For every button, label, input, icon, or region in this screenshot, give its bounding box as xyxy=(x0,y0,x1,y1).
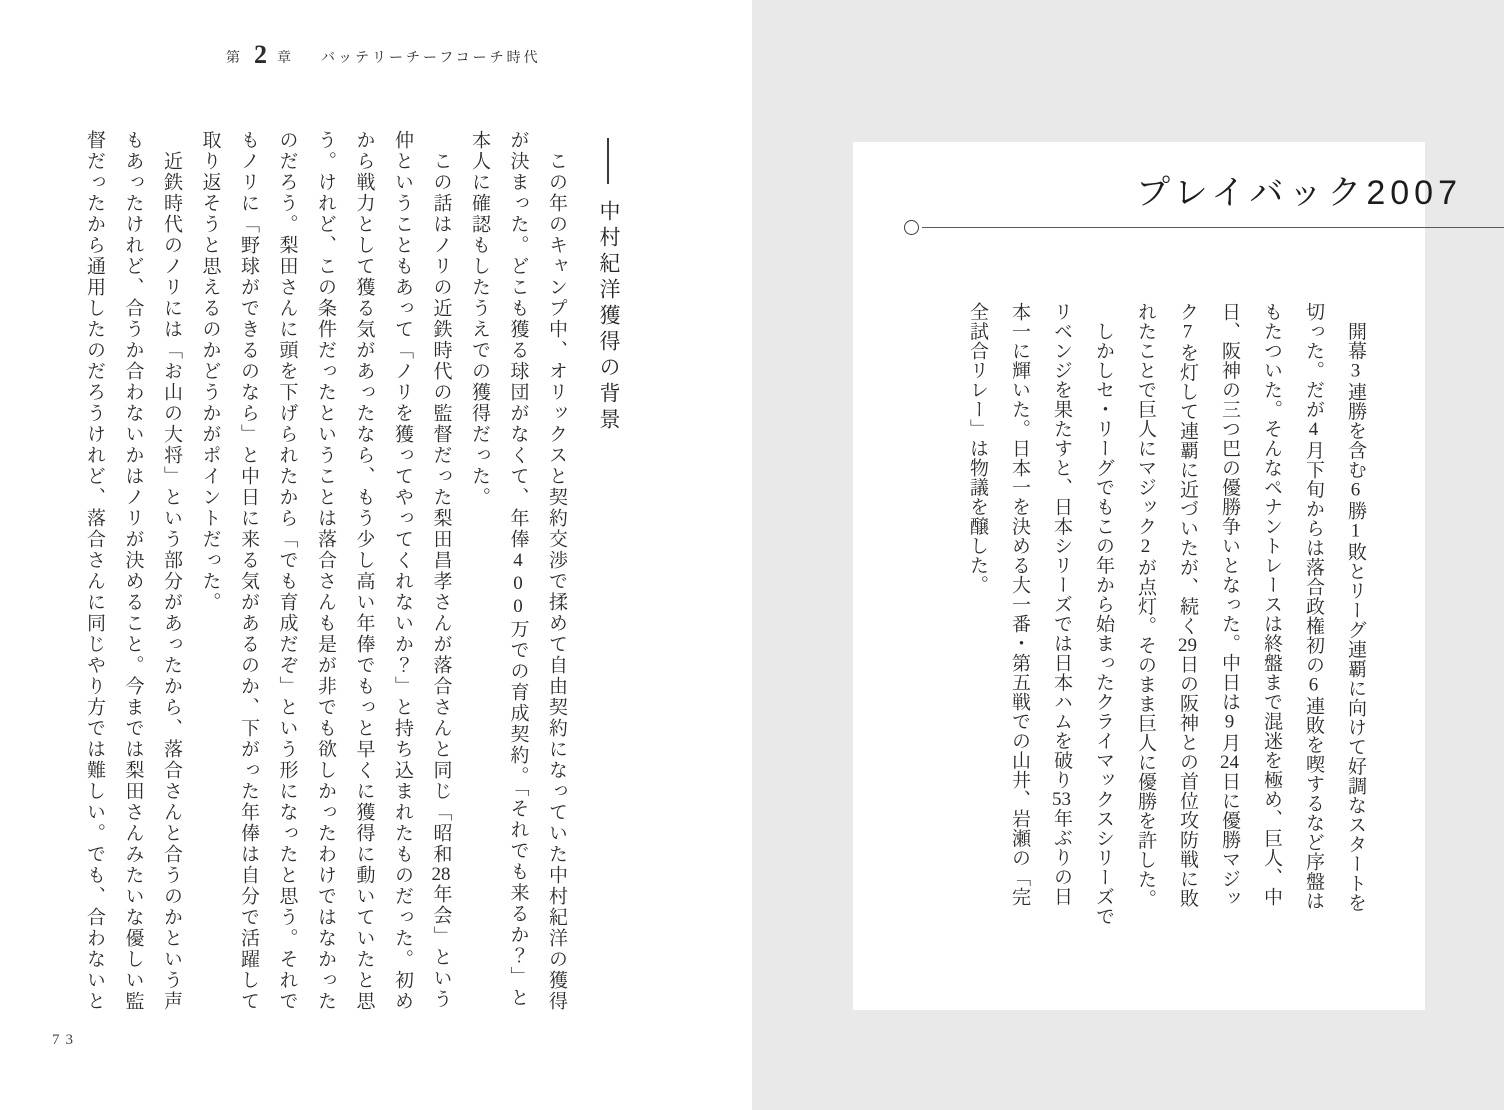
feature-title: プレイバック2007 xyxy=(1136,174,1462,212)
circle-icon xyxy=(904,220,919,235)
horizontal-rule xyxy=(922,227,1504,229)
text-column: 取り返そうと思えるのかどうかがポイントだった。 xyxy=(199,130,221,613)
text-column: 開幕3連勝を含む6勝1敗とリーグ連覇に向けて好調なスタートを xyxy=(1345,302,1366,913)
title-rule xyxy=(904,220,1504,236)
running-head xyxy=(226,42,541,72)
chapter-number: 2 xyxy=(254,40,267,69)
text-column: う。けれど、この条件だったということは落合さんも是が非でも欲しかったわけではなかった xyxy=(315,130,336,1012)
text-column: もあったけれど、合うか合わないかはノリが決めること。今までは梨田さんみたいな優しい監 xyxy=(122,130,144,1012)
text-column: この話はノリの近鉄時代の監督だった梨田昌孝さんが落合さんと同じ「昭和28年会」という xyxy=(430,130,452,1010)
chapter-suffix: 章 xyxy=(277,49,295,65)
section-heading-text: 中村紀洋獲得の背景 xyxy=(597,200,620,434)
text-column: れたことで巨人にマジック2が点灯。そのまま巨人に優勝を許した。 xyxy=(1135,302,1156,909)
chapter-title: バッテリーチーフコーチ時代 xyxy=(321,49,541,65)
text-column: この年のキャンプ中、オリックスと契約交渉で揉めて自由契約になっていた中村紀洋の獲得 xyxy=(546,130,567,1012)
text-column: 仲ということもあって「ノリを獲ってやってくれないか？」と持ち込まれたものだった。初め xyxy=(392,130,413,1012)
page-number: 73 xyxy=(52,1032,79,1048)
text-column: 本一に輝いた。日本一を決める大一番・第五戦での山井、岩瀬の「完 xyxy=(1009,302,1030,907)
text-column: のだろう。梨田さんに頭を下げられたから「でも育成だぞ」という形になったと思う。それで xyxy=(276,130,298,1012)
left-page-body xyxy=(75,130,626,1022)
text-column: が決まった。どこも獲る球団がなくて、年俸400万での育成契約。「それでも来るか？」と xyxy=(507,130,529,1009)
text-column: から戦力として獲る気があったなら、もう少し高い年俸でもっと早くに獲得に動いていたと思 xyxy=(353,130,375,1012)
section-heading-dash xyxy=(607,138,609,184)
text-column: ク7を灯して連覇に近づいたが、続く29日の阪神との首位攻防戦に敗 xyxy=(1177,302,1198,908)
text-column: 本人に確認もしたうえでの獲得だった。 xyxy=(469,130,490,508)
text-column: 督だったから通用したのだろうけれど、落合さんに同じやり方では難しい。でも、合わないと xyxy=(84,130,105,1012)
text-column: しかしセ・リーグでもこの年から始まったクライマックスシリーズで xyxy=(1093,302,1114,926)
chapter-prefix: 第 xyxy=(226,49,244,65)
right-page-body xyxy=(956,302,1376,932)
text-column: 近鉄時代のノリには「お山の大将」という部分があったから、落合さんと合うのかという声 xyxy=(161,130,182,1012)
text-column: 切った。だが4月下旬からは落合政権初の6連敗を喫するなど序盤は xyxy=(1303,302,1324,911)
text-column: もたついた。そんなペナントレースは終盤まで混迷を極め、巨人、中 xyxy=(1261,302,1282,907)
text-column: 日、阪神の三つ巴の優勝争いとなった。中日は9月24日に優勝マジッ xyxy=(1219,302,1240,908)
text-column: 全試合リレー」は物議を醸した。 xyxy=(967,302,988,595)
section-heading xyxy=(591,130,625,1022)
right-page xyxy=(752,0,1504,1110)
text-column: もノリに「野球ができるのなら」と中日に来る気があるのか、下がった年俸は自分で活躍して xyxy=(238,130,259,1012)
text-column: リベンジを果たすと、日本シリーズでは日本ハムを破り53年ぶりの日 xyxy=(1051,302,1072,906)
